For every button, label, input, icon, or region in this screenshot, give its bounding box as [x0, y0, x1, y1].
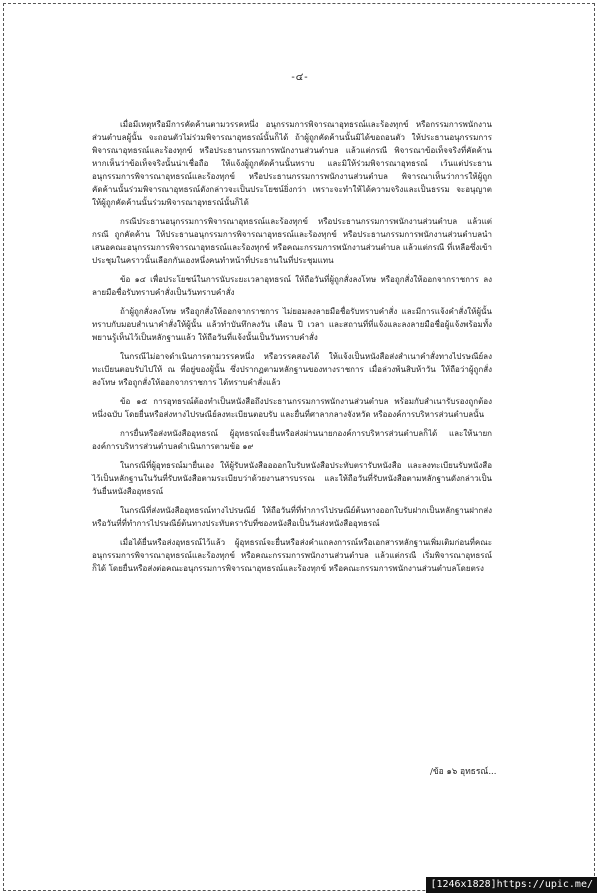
- paragraph-5: ในกรณีไม่อาจดำเนินการตามวรรคหนึ่ง หรือวรรคสองได้ ให้แจ้งเป็นหนังสือส่งสำเนาคำสั่งทางไปรษณีย์ลงทะเบียนตอบรับไปให้ ณ ที่อยู่ของผู้นั้น ซึ่งปรากฏตามหลักฐานของทางราชการ เมื่อล่วงพ้นสิบห้าวัน ให้ถือว่าผู้ถูกสั่งลงโทษ หรือถูกสั่งให้ออกจากราชการ ได้ทราบคำสั่งแล้ว: [92, 352, 492, 387]
- watermark-label: [1246x1828]https://upic.me/: [426, 877, 597, 893]
- continuation-note: /ข้อ ๑๖ อุทธรณ์...: [430, 767, 497, 777]
- paragraph-1: เมื่อมีเหตุหรือมีการคัดค้านตามวรรคหนึ่ง อนุกรรมการพิจารณาอุทธรณ์และร้องทุกข์ หรือกรรมการพนักงานส่วนตำบลผู้นั้น จะถอนตัวไม่ร่วมพิจารณาอุทธรณ์นั้นก็ได้ ถ้าผู้ถูกคัดค้านนั้นมิได้ขอถอนตัว ให้ประธานอนุกรรมการพิจารณาอุทธรณ์และร้องทุกข์ หรือประธานกรรมการพนักงานส่วนตำบล แล้วแต่กรณี พิจารณาข้อเท็จจริงที่คัดค้าน หากเห็นว่าข้อเท็จจริงนั้นน่าเชื่อถือ ให้แจ้งผู้ถูกคัดค้านนั้นทราบ และมิให้ร่วมพิจารณาอุทธรณ์ เว้นแต่ประธานอนุกรรมการพิจารณาอุทธรณ์และร้องทุกข์ หรือประธานกรรมการพนักงานส่วนตำบล พิจารณาเห็นว่าการให้ผู้ถูกคัดค้านนั้นร่วมพิจารณาอุทธรณ์ดังกล่าวจะเป็นประโยชน์ยิ่งกว่า เพราะจะทำให้ได้ความจริงและเป็นธรรม จะอนุญาตให้ผู้ถูกคัดค้านนั้นร่วมพิจารณาอุทธรณ์นั้นก็ได้: [92, 120, 492, 207]
- paragraph-4: ถ้าผู้ถูกสั่งลงโทษ หรือถูกสั่งให้ออกจากราชการ ไม่ยอมลงลายมือชื่อรับทราบคำสั่ง และมีการแจ้งคำสั่งให้ผู้นั้นทราบกับมอบสำเนาคำสั่งให้ผู้นั้น แล้วทำบันทึกลงวัน เดือน ปี เวลา และสถานที่ที่แจ้งและลงลายมือชื่อผู้แจ้งพร้อมทั้งพยานรู้เห็นไว้เป็นหลักฐานแล้ว ให้ถือวันที่แจ้งนั้นเป็นวันทราบคำสั่ง: [92, 307, 492, 342]
- paragraph-3: ข้อ ๑๔ เพื่อประโยชน์ในการนับระยะเวลาอุทธรณ์ ให้ถือวันที่ผู้ถูกสั่งลงโทษ หรือถูกสั่งให้ออกจากราชการ ลงลายมือชื่อรับทราบคำสั่งเป็นวันทราบคำสั่ง: [92, 275, 492, 297]
- paragraph-7: การยื่นหรือส่งหนังสืออุทธรณ์ ผู้อุทธรณ์จะยื่นหรือส่งผ่านนายกองค์การบริหารส่วนตำบลก็ได้ และให้นายกองค์การบริหารส่วนตำบลดำเนินการตามข้อ ๑๙: [92, 429, 492, 451]
- paragraph-10: เมื่อได้ยื่นหรือส่งอุทธรณ์ไว้แล้ว ผู้อุทธรณ์จะยื่นหรือส่งคำแถลงการณ์หรือเอกสารหลักฐานเพิ่มเติมก่อนที่คณะอนุกรรมการพิจารณาอุทธรณ์และร้องทุกข์ หรือคณะกรรมการพนักงานส่วนตำบล แล้วแต่กรณี เริ่มพิจารณาอุทธรณ์ก็ได้ โดยยื่นหรือส่งต่อคณะอนุกรรมการพิจารณาอุทธรณ์และร้องทุกข์ หรือคณะกรรมการพนักงานส่วนตำบลโดยตรง: [92, 538, 492, 573]
- page-number: -๔-: [291, 72, 309, 83]
- paragraph-2: กรณีประธานอนุกรรมการพิจารณาอุทธรณ์และร้องทุกข์ หรือประธานกรรมการพนักงานส่วนตำบล แล้วแต่กรณี ถูกคัดค้าน ให้ประธานอนุกรรมการพิจารณาอุทธรณ์และร้องทุกข์ หรือประธานกรรมการพนักงานส่วนตำบลนำเสนอคณะอนุกรรมการพิจารณาอุทธรณ์และร้องทุกข์ หรือคณะกรรมการพนักงานส่วนตำบล แล้วแต่กรณี ที่เหลือซึ่งเข้าประชุมในคราวนั้นเลือกกันเองหนึ่งคนทำหน้าที่ประธานในที่ประชุมแทน: [92, 217, 492, 265]
- paragraph-8: ในกรณีที่ผู้อุทธรณ์มายื่นเอง ให้ผู้รับหนังสืออออกใบรับหนังสือประทับตรารับหนังสือ และลงทะเบียนรับหนังสือไว้เป็นหลักฐานในวันที่รับหนังสือตามระเบียบว่าด้วยงานสารบรรณ และให้ถือวันที่รับหนังสือตามหลักฐานดังกล่าวเป็นวันยื่นหนังสืออุทธรณ์: [92, 461, 492, 496]
- paragraph-6: ข้อ ๑๕ การอุทธรณ์ต้องทำเป็นหนังสือถึงประธานกรรมการพนักงานส่วนตำบล พร้อมกับสำเนารับรองถูกต้องหนึ่งฉบับ โดยยื่นหรือส่งทางไปรษณีย์ลงทะเบียนตอบรับ และยื่นที่ศาลากลางจังหวัด หรือองค์การบริหารส่วนตำบลนั้น: [92, 397, 492, 419]
- paragraph-9: ในกรณีที่ส่งหนังสืออุทธรณ์ทางไปรษณีย์ ให้ถือวันที่ที่ทำการไปรษณีย์ต้นทางออกใบรับฝากเป็นหลักฐานฝากส่ง หรือวันที่ที่ทำการไปรษณีย์ต้นทางประทับตรารับที่ซองหนังสือเป็นวันส่งหนังสืออุทธรณ์: [92, 506, 492, 528]
- document-body: [92, 118, 492, 577]
